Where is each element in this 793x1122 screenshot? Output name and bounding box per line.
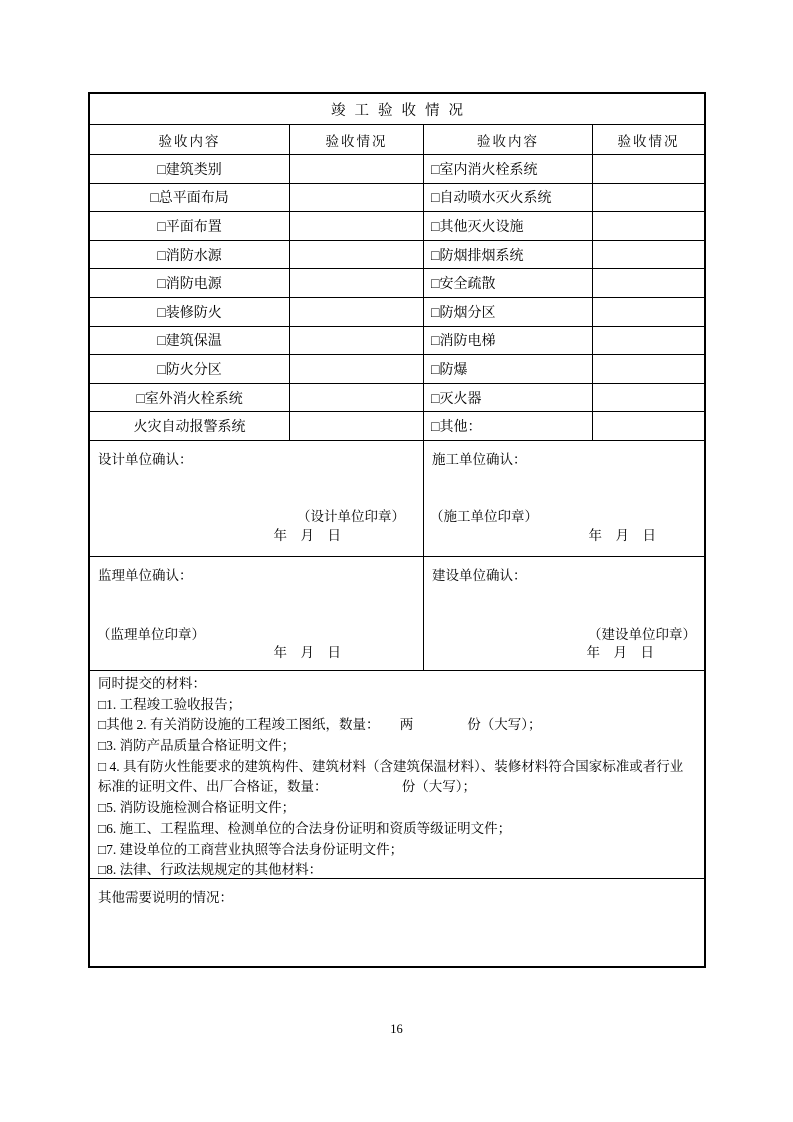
table-row xyxy=(90,241,704,270)
status-cell xyxy=(290,327,424,355)
construction-unit-seal-note: （施工单位印章） xyxy=(430,508,538,524)
status-cell xyxy=(290,412,424,440)
header-acceptance-status-right: 验收情况 xyxy=(617,133,680,149)
other-notes-section xyxy=(90,879,704,966)
checkbox-item-label: □室内消火栓系统 xyxy=(424,155,593,183)
construction-unit-date-line: 年 月 日 xyxy=(588,527,656,543)
material-item: □ 4. 具有防火性能要求的建筑构件、建筑材料（含建筑保温材料）、装修材料符合国家标准或者行业标准的证明文件、出厂合格证，数量： 份（大写）； xyxy=(98,758,684,795)
table-row xyxy=(90,355,704,384)
checkbox-item-label: □防爆 xyxy=(424,355,593,383)
completion-acceptance-table xyxy=(88,92,706,968)
status-cell xyxy=(290,298,424,326)
material-item: □3. 消防产品质量合格证明文件； xyxy=(98,738,296,754)
status-cell xyxy=(290,212,424,240)
status-cell xyxy=(290,355,424,383)
table-row xyxy=(90,269,704,298)
checkbox-item-label: □平面布置 xyxy=(90,212,290,240)
table-header-row xyxy=(90,125,704,155)
table-row xyxy=(90,184,704,213)
page-number: 16 xyxy=(390,1022,403,1036)
status-cell xyxy=(593,327,704,355)
table-row xyxy=(90,327,704,356)
supervision-unit-confirmation-label: 监理单位确认： xyxy=(98,567,193,583)
table-title-row xyxy=(90,94,704,125)
material-item: □1. 工程竣工验收报告； xyxy=(98,696,242,712)
other-notes-label: 其他需要说明的情况： xyxy=(98,889,233,905)
owner-unit-confirmation-label: 建设单位确认： xyxy=(432,567,527,583)
supervision-unit-confirmation-cell xyxy=(90,557,424,670)
construction-unit-confirmation-label: 施工单位确认： xyxy=(432,451,527,467)
design-unit-date-line: 年 月 日 xyxy=(273,527,341,543)
checkbox-item-label: □建筑保温 xyxy=(90,327,290,355)
checkbox-item-label: □安全疏散 xyxy=(424,269,593,297)
checkbox-item-label: □装修防火 xyxy=(90,298,290,326)
material-item: □5. 消防设施检测合格证明文件； xyxy=(98,800,296,816)
supervision-unit-seal-note: （监理单位印章） xyxy=(97,626,205,642)
confirmation-row-2 xyxy=(90,557,704,671)
status-cell xyxy=(593,355,704,383)
table-row xyxy=(90,212,704,241)
checkbox-item-label: □消防水源 xyxy=(90,241,290,269)
table-row xyxy=(90,412,704,441)
material-item: □6. 施工、工程监理、检测单位的合法身份证明和资质等级证明文件； xyxy=(98,820,512,836)
header-acceptance-content-right: 验收内容 xyxy=(424,125,593,154)
table-title: 竣工验收情况 xyxy=(331,102,472,119)
status-cell xyxy=(290,269,424,297)
material-item: □7. 建设单位的工商营业执照等合法身份证明文件； xyxy=(98,841,404,857)
checkbox-item-label: □自动喷水灭火系统 xyxy=(424,184,593,212)
status-cell xyxy=(593,298,704,326)
status-cell xyxy=(593,241,704,269)
status-cell xyxy=(593,269,704,297)
status-cell xyxy=(593,384,704,412)
table-row xyxy=(90,298,704,327)
status-cell xyxy=(290,184,424,212)
status-cell xyxy=(290,384,424,412)
construction-unit-confirmation-cell xyxy=(424,441,704,556)
submitted-materials-heading: 同时提交的材料： xyxy=(98,675,206,691)
status-cell xyxy=(593,212,704,240)
material-item: □8. 法律、行政法规规定的其他材料： xyxy=(98,862,323,878)
checkbox-item-label: □室外消火栓系统 xyxy=(90,384,290,412)
checkbox-item-label: □消防电源 xyxy=(90,269,290,297)
material-item: □其他 2. 有关消防设施的工程竣工图纸，数量： 两 份（大写）； xyxy=(98,717,542,733)
checkbox-item-label: □其他： xyxy=(424,412,593,440)
supervision-unit-date-line: 年 月 日 xyxy=(273,644,341,660)
owner-unit-date-line: 年 月 日 xyxy=(586,644,654,660)
status-cell xyxy=(593,412,704,440)
checkbox-item-label: □防烟排烟系统 xyxy=(424,241,593,269)
design-unit-confirmation-label: 设计单位确认： xyxy=(98,451,193,467)
design-unit-seal-note: （设计单位印章） xyxy=(297,508,405,524)
status-cell xyxy=(593,155,704,183)
checkbox-item-label: □防火分区 xyxy=(90,355,290,383)
header-acceptance-content-left: 验收内容 xyxy=(90,125,290,154)
table-row xyxy=(90,155,704,184)
checkbox-item-label: □消防电梯 xyxy=(424,327,593,355)
design-unit-confirmation-cell xyxy=(90,441,424,556)
owner-unit-confirmation-cell xyxy=(424,557,704,670)
status-cell xyxy=(290,241,424,269)
checkbox-item-label: □总平面布局 xyxy=(90,184,290,212)
submitted-materials-section xyxy=(90,671,704,879)
confirmation-row-1 xyxy=(90,441,704,557)
status-cell xyxy=(593,184,704,212)
checkbox-item-label: □其他灭火设施 xyxy=(424,212,593,240)
checkbox-item-label: □建筑类别 xyxy=(90,155,290,183)
header-acceptance-status-left: 验收情况 xyxy=(290,125,424,154)
checkbox-item-label: □防烟分区 xyxy=(424,298,593,326)
owner-unit-seal-note: （建设单位印章） xyxy=(588,626,696,642)
status-cell xyxy=(290,155,424,183)
table-row xyxy=(90,384,704,413)
item-label: 火灾自动报警系统 xyxy=(90,412,290,440)
checkbox-item-label: □灭火器 xyxy=(424,384,593,412)
